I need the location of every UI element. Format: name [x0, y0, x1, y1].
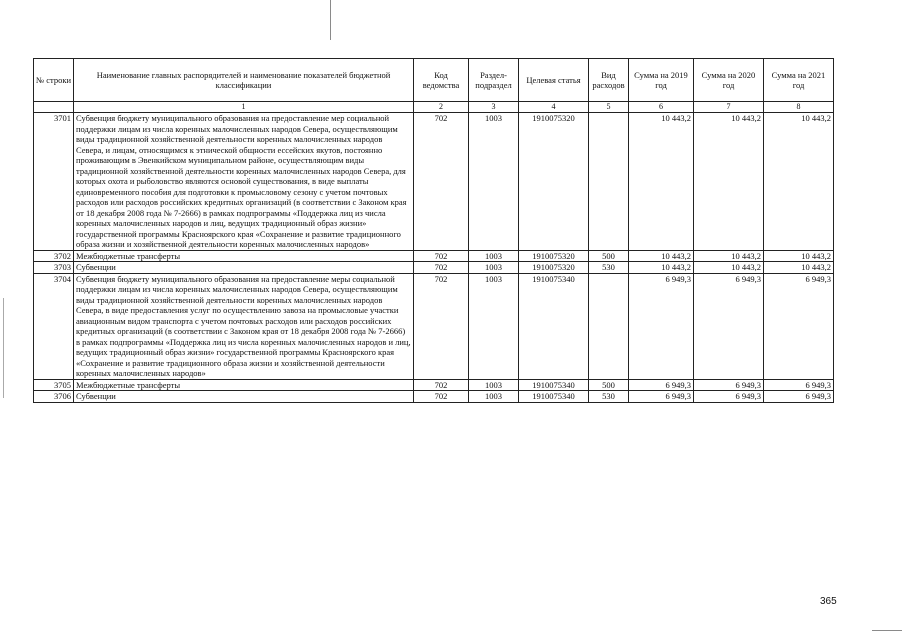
row-number: 3702 — [34, 250, 74, 262]
row-name: Субвенции — [74, 391, 414, 403]
sum-2019: 6 949,3 — [629, 391, 694, 403]
row-name: Межбюджетные трансферты — [74, 250, 414, 262]
sum-2021: 6 949,3 — [764, 273, 834, 379]
section-code: 1003 — [469, 262, 519, 274]
expense-kind: 500 — [589, 379, 629, 391]
dept-code: 702 — [414, 391, 469, 403]
column-number: 7 — [694, 102, 764, 113]
dept-code: 702 — [414, 273, 469, 379]
col-header-expense-kind: Вид расходов — [589, 59, 629, 102]
sum-2021: 10 443,2 — [764, 262, 834, 274]
col-header-name: Наименование главных распорядителей и наименование показателей бюджетной классификации — [74, 59, 414, 102]
table-row — [34, 250, 834, 262]
column-number — [34, 102, 74, 113]
column-number: 3 — [469, 102, 519, 113]
sum-2020: 6 949,3 — [694, 379, 764, 391]
row-number: 3701 — [34, 113, 74, 251]
page-number: 365 — [820, 596, 837, 607]
section-code: 1003 — [469, 113, 519, 251]
sum-2021: 6 949,3 — [764, 379, 834, 391]
target-item: 1910075340 — [519, 273, 589, 379]
table-row — [34, 113, 834, 251]
scan-artifact-line — [330, 0, 331, 40]
dept-code: 702 — [414, 262, 469, 274]
row-number: 3704 — [34, 273, 74, 379]
target-item: 1910075340 — [519, 391, 589, 403]
col-header-section: Раздел-подраздел — [469, 59, 519, 102]
row-number: 3703 — [34, 262, 74, 274]
col-header-row-number: № строки — [34, 59, 74, 102]
dept-code: 702 — [414, 250, 469, 262]
sum-2019: 10 443,2 — [629, 262, 694, 274]
table-row — [34, 262, 834, 274]
target-item: 1910075320 — [519, 262, 589, 274]
sum-2021: 10 443,2 — [764, 250, 834, 262]
sum-2020: 10 443,2 — [694, 113, 764, 251]
row-number: 3706 — [34, 391, 74, 403]
target-item: 1910075340 — [519, 379, 589, 391]
sum-2019: 6 949,3 — [629, 379, 694, 391]
column-number: 8 — [764, 102, 834, 113]
dept-code: 702 — [414, 113, 469, 251]
section-code: 1003 — [469, 250, 519, 262]
col-header-target-item: Целевая статья — [519, 59, 589, 102]
col-header-dept-code: Код ведомства — [414, 59, 469, 102]
col-header-sum-2019: Сумма на 2019 год — [629, 59, 694, 102]
section-code: 1003 — [469, 391, 519, 403]
row-name: Субвенция бюджету муниципального образования на предоставление меры социальной поддержки лицам из числа коренных малочисленных народов Севера, осуществляющим виды традиционной хозяйственной деятельности коренных малочисленных народов Севера, в виде предоставления услуг по осуществлению завоза на промысловые участки авиационным видом транспорта с учетом почтовых расходов или расходов российских кредитных организаций (в соответствии с Законом края от 18 декабря 2008 года № 7-2666) в рамках подпрограммы «Поддержка лиц из числа коренных малочисленных народов и лиц, ведущих традиционный образ жизни» государственной программы Красноярского края «Сохранение и развитие традиционного образа жизни и хозяйственной деятельности коренных малочисленных народов» — [74, 273, 414, 379]
col-header-sum-2020: Сумма на 2020 год — [694, 59, 764, 102]
column-number: 5 — [589, 102, 629, 113]
sum-2020: 6 949,3 — [694, 273, 764, 379]
column-number: 6 — [629, 102, 694, 113]
table-row — [34, 273, 834, 379]
table-row — [34, 391, 834, 403]
sum-2019: 10 443,2 — [629, 250, 694, 262]
section-code: 1003 — [469, 379, 519, 391]
table-row — [34, 379, 834, 391]
column-number-row — [34, 102, 834, 113]
scan-artifact-line — [3, 298, 4, 398]
scan-artifact-line — [872, 630, 902, 631]
expense-kind — [589, 273, 629, 379]
column-number: 4 — [519, 102, 589, 113]
expense-kind: 530 — [589, 391, 629, 403]
sum-2020: 6 949,3 — [694, 391, 764, 403]
target-item: 1910075320 — [519, 113, 589, 251]
sum-2021: 10 443,2 — [764, 113, 834, 251]
sum-2019: 10 443,2 — [629, 113, 694, 251]
row-number: 3705 — [34, 379, 74, 391]
dept-code: 702 — [414, 379, 469, 391]
sum-2019: 6 949,3 — [629, 273, 694, 379]
row-name: Межбюджетные трансферты — [74, 379, 414, 391]
sum-2021: 6 949,3 — [764, 391, 834, 403]
budget-table — [33, 58, 834, 403]
expense-kind: 500 — [589, 250, 629, 262]
header-row — [34, 59, 834, 102]
target-item: 1910075320 — [519, 250, 589, 262]
expense-kind: 530 — [589, 262, 629, 274]
column-number: 1 — [74, 102, 414, 113]
column-number: 2 — [414, 102, 469, 113]
expense-kind — [589, 113, 629, 251]
row-name: Субвенция бюджету муниципального образования на предоставление мер социальной поддержки лицам из числа коренных малочисленных народов Севера, осуществляющим виды традиционной хозяйственной деятельности коренных малочисленных народов Севера, и лицам, относящимся к этнической общности ессейских якутов, постоянно проживающим в Эвенкийском муниципальном районе, осуществляющим виды традиционной хозяйственной деятельности коренных малочисленных народов Севера, для которых охота и рыболовство являются основой существования, в виде выплаты единовременного пособия для подготовки к промысловому сезону с учетом почтовых расходов или расходов российских кредитных организаций (в соответствии с Законом края от 18 декабря 2008 года № 7-2666) в рамках подпрограммы «Поддержка лиц из числа коренных малочисленных народов и лиц, ведущих традиционный образ жизни» государственной программы Красноярского края «Сохранение и развитие традиционного образа жизни и хозяйственной деятельности коренных малочисленных народов» — [74, 113, 414, 251]
section-code: 1003 — [469, 273, 519, 379]
sum-2020: 10 443,2 — [694, 250, 764, 262]
row-name: Субвенции — [74, 262, 414, 274]
col-header-sum-2021: Сумма на 2021 год — [764, 59, 834, 102]
sum-2020: 10 443,2 — [694, 262, 764, 274]
